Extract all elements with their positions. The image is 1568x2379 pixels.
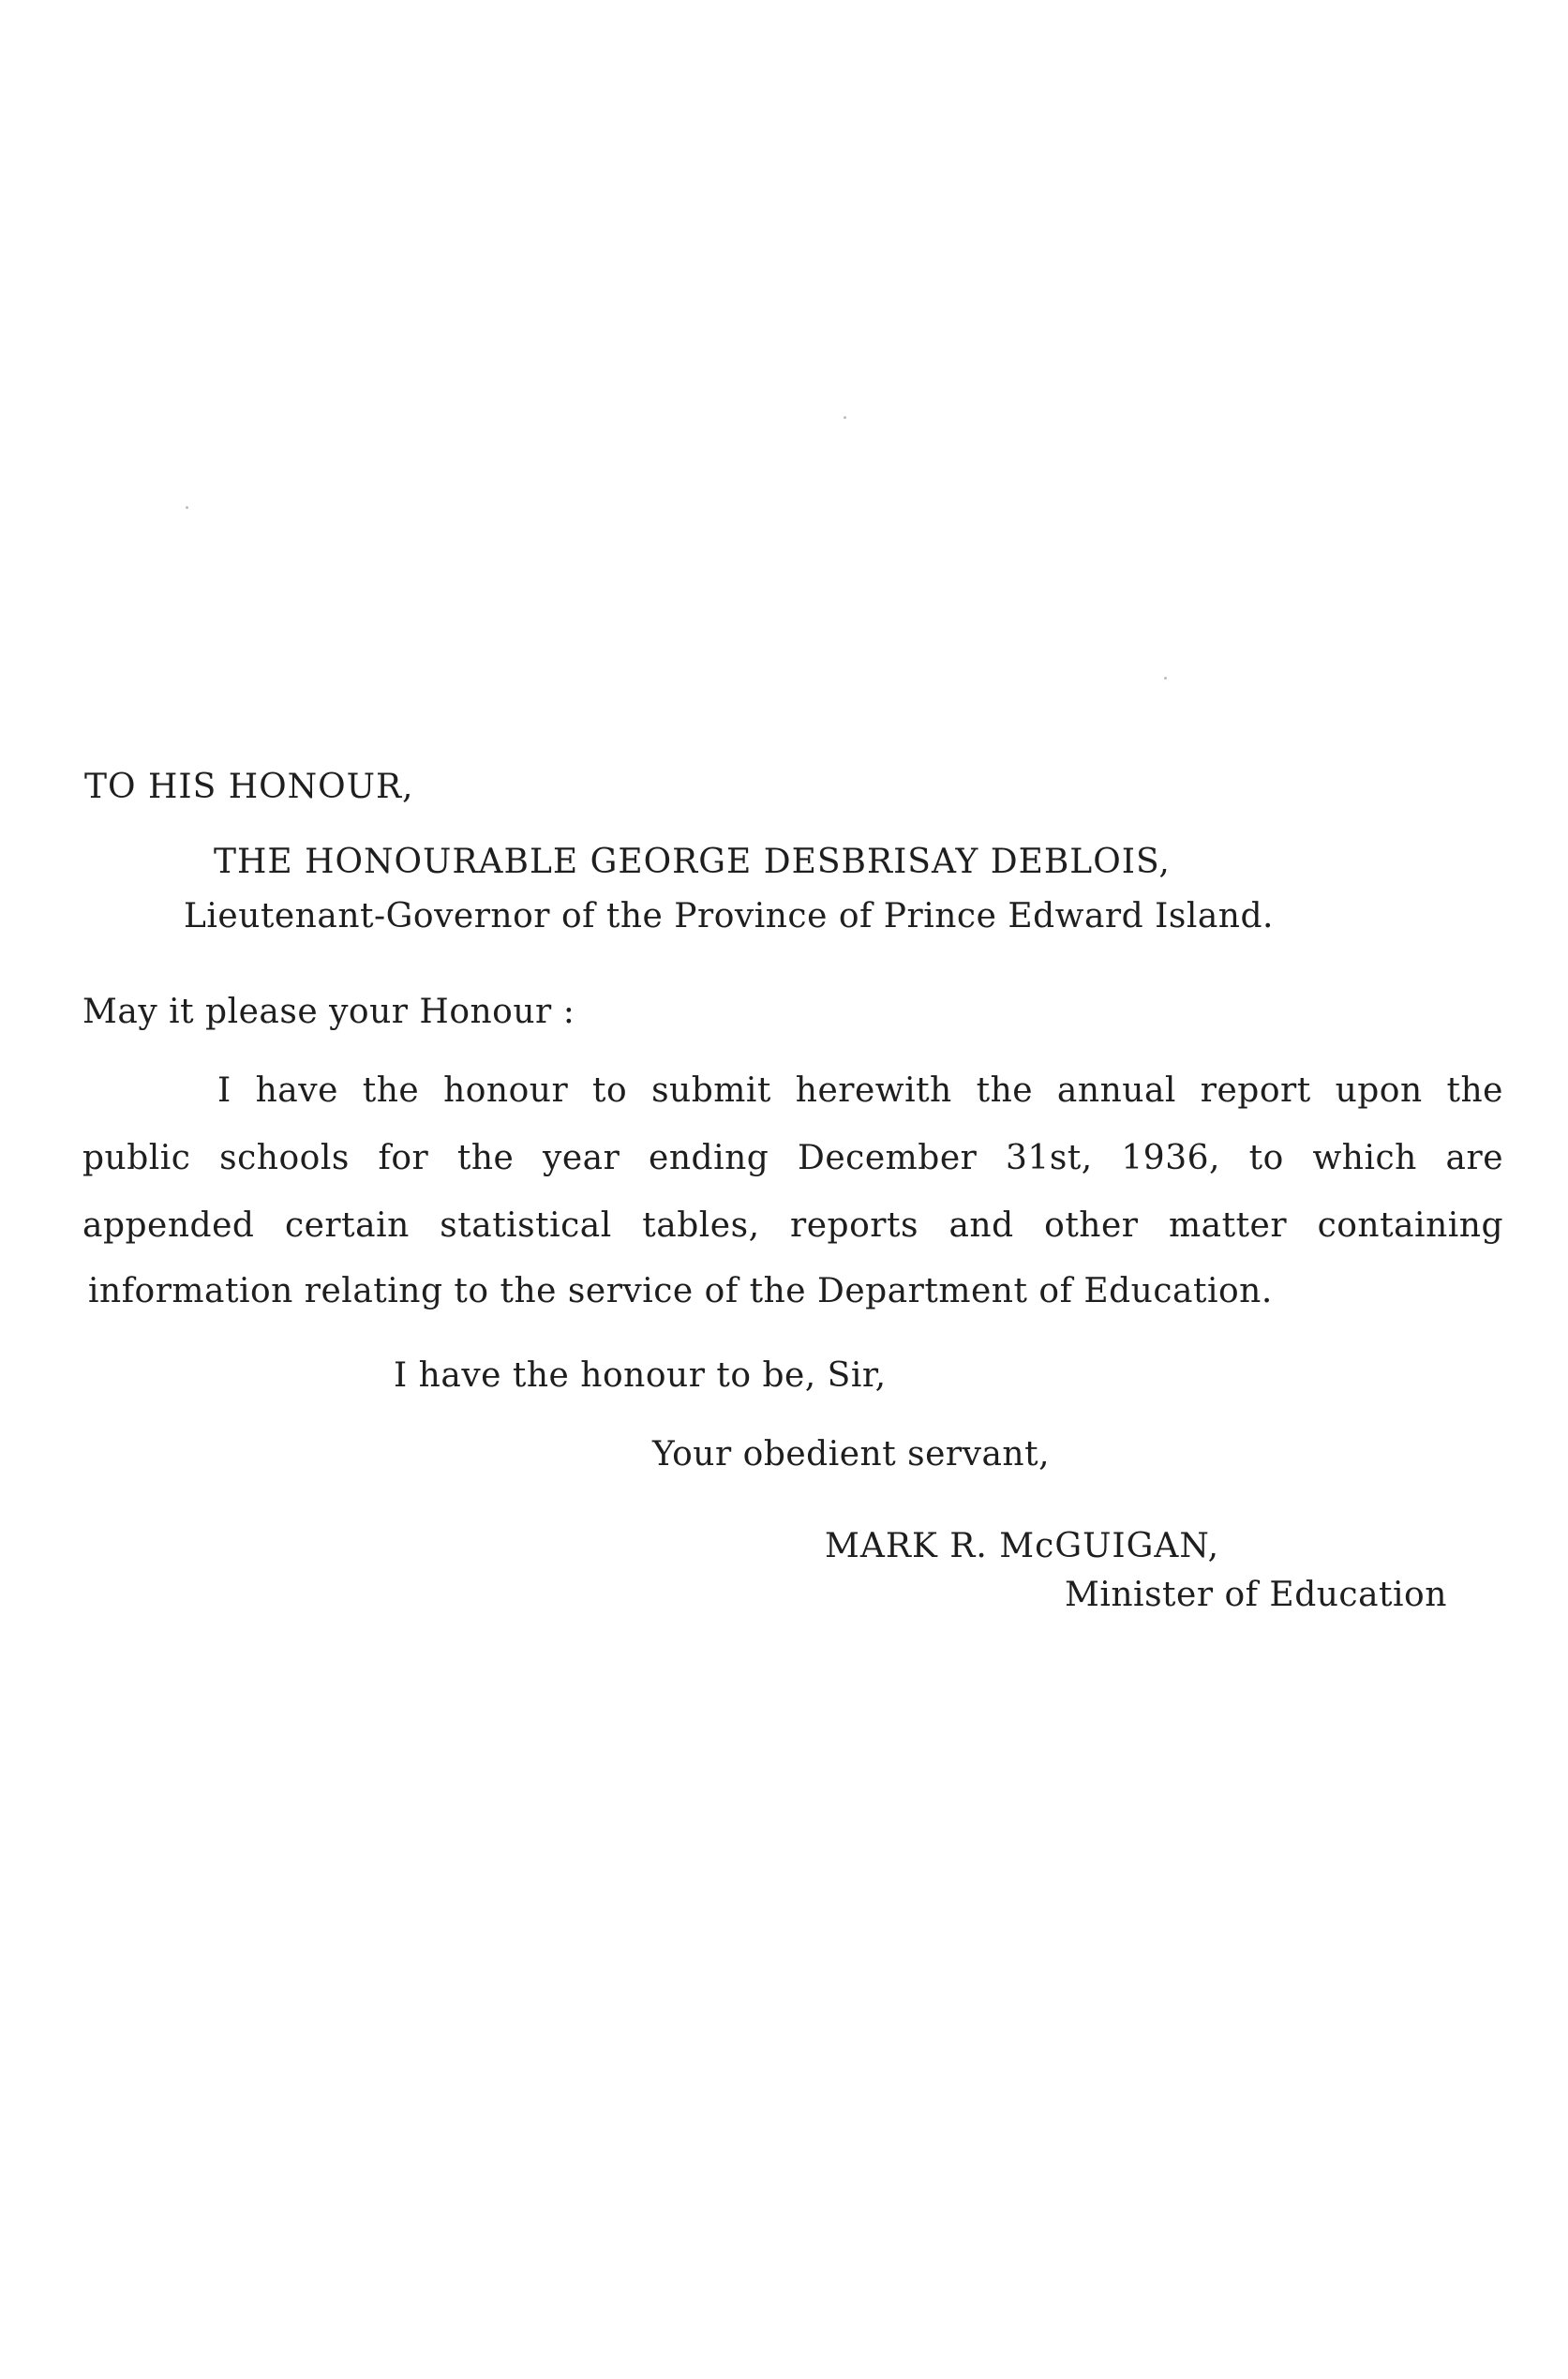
closing-valediction: Your obedient servant, bbox=[652, 1435, 1051, 1474]
body-line: appended certain statistical tables, reports and other matter containing bbox=[82, 1206, 1503, 1245]
addressee-name: THE HONOURABLE GEORGE DESBRISAY DEBLOIS, bbox=[214, 843, 1171, 881]
body-line: I have the honour to submit herewith the annual report upon the bbox=[217, 1071, 1503, 1110]
paper-speck bbox=[1164, 677, 1167, 680]
salutation: TO HIS HONOUR, bbox=[84, 768, 414, 806]
body-line: public schools for the year ending December 31st, 1936, to which are bbox=[82, 1139, 1503, 1177]
signatory-name: MARK R. McGUIGAN, bbox=[825, 1527, 1220, 1565]
paper-speck bbox=[844, 416, 846, 419]
greeting: May it please your Honour : bbox=[82, 993, 575, 1031]
closing-line: I have the honour to be, Sir, bbox=[394, 1356, 887, 1395]
signatory-title: Minister of Education bbox=[1065, 1576, 1447, 1614]
body-line: information relating to the service of the Department of Education. bbox=[88, 1272, 1273, 1310]
addressee-title: Lieutenant-Governor of the Province of Prince Edward Island. bbox=[184, 897, 1274, 935]
paper-speck bbox=[186, 506, 188, 509]
